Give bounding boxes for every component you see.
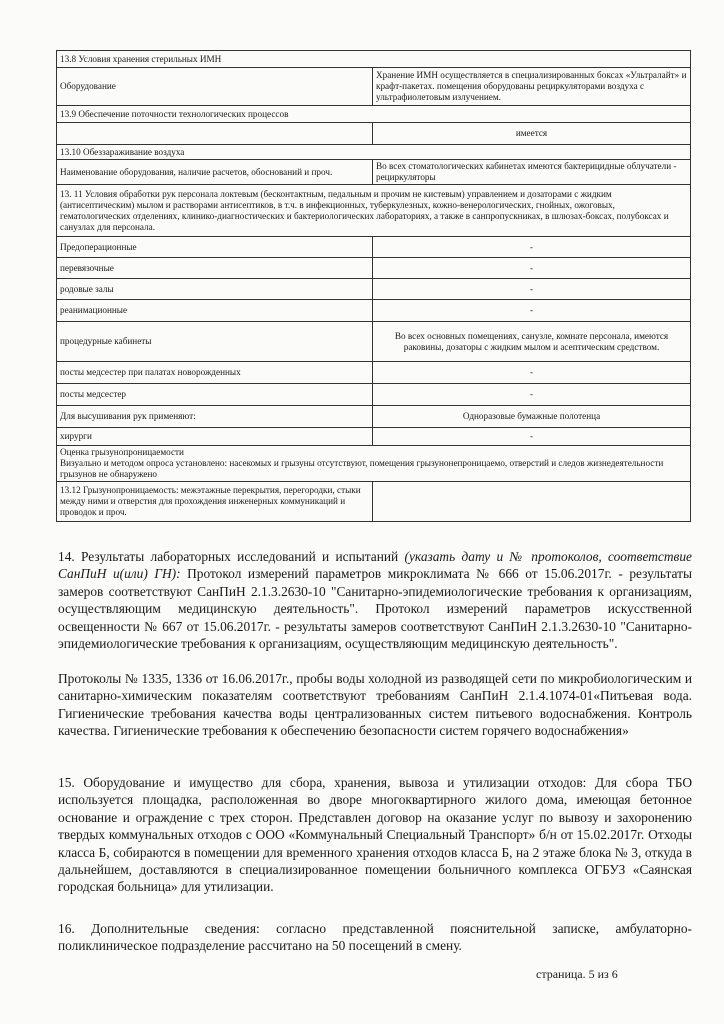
section-13-8-value: Хранение ИМН осуществляется в специализированных боксах «Ультралайт» и крафт-пакетах. помещения оборудованы рециркуляторами воздуха с ультрафиолетовым излучением.	[373, 68, 691, 106]
table-row-value: Во всех основных помещениях, санузле, комнате персонала, имеются раковины, дозаторы с жидким мылом и асептическим средством.	[373, 322, 691, 362]
table-row-label: родовые залы	[57, 279, 373, 300]
section-13-8-header: 13.8 Условия хранения стерильных ИМН	[57, 51, 691, 68]
page-number: страница. 5 из 6	[536, 967, 618, 981]
section-13-10-header: 13.10 Обеззараживание воздуха	[57, 145, 691, 160]
section-13-8-label: Оборудование	[57, 68, 373, 106]
section-13-12-label: 13.12 Грызунопроницаемость: межэтажные перекрытия, перегородки, стыки между ними и отверстия для прохождения инженерных коммуникаций и проводок и проч.	[57, 482, 373, 522]
inspection-table	[56, 50, 691, 522]
table-row-label: реанимационные	[57, 300, 373, 322]
paragraph-14-body: Протокол измерений параметров микроклимата № 666 от 15.06.2017г. - результаты замеров соответствуют СанПиН 2.1.3.2630-10 "Санитарно-эпидемиологические требования к организациям, осуществляющим медицинскую деятельность". Протокол измерений параметров искусственной освещенности № 667 от 15.06.2017г. - результаты замеров соответствуют СанПиН 2.1.3.2630-10 "Санитарно-эпидемиологические требования к организациям, осуществляющим медицинскую деятельность".	[58, 566, 692, 652]
section-13-9-header: 13.9 Обеспечение поточности технологических процессов	[57, 106, 691, 123]
table-row-label: посты медсестер	[57, 384, 373, 406]
rodent-assessment-title: Оценка грызунопроницаемости	[60, 447, 184, 457]
table-row-value: -	[373, 428, 691, 446]
rodent-assessment	[57, 446, 691, 482]
table-row-value: -	[373, 384, 691, 406]
paragraph-15: 15. Оборудование и имущество для сбора, хранения, вывоза и утилизации отходов: Для сбора ТБО используется площадка, расположенная во дворе многоквартирного жилого дома, имеющая бетонное основание и ограждение с трех сторон. Представлен договор на оказание услуг по вывозу и захоронению твердых коммунальных отходов с ООО «Коммунальный Специальный Транспорт» б/н от 15.02.2017г. Отходы класса Б, собираются в помещении для временного хранения отходов класса Б, на 2 этаже блока № 3, откуда в дальнейшем, доставляются в специализированное помещении больничного комплекса ОГБУЗ «Саянская городская больница» для утилизации.	[58, 775, 692, 895]
table-row-value: Одноразовые бумажные полотенца	[373, 406, 691, 428]
table-row-value: -	[373, 258, 691, 279]
table-row-value: -	[373, 300, 691, 322]
paragraph-14-note: (указать дату и № протоколов, соответствие СанПиН и(или) ГН):	[58, 549, 692, 582]
table-row-value: -	[373, 237, 691, 258]
table-row-label: перевязочные	[57, 258, 373, 279]
rodent-assessment-text: Визуально и методом опроса установлено: насекомых и грызуны отсутствуют, помещения грызунонепроницаемо, отверстий и следов жизнедеятельности грызунов не обнаружено	[60, 458, 664, 479]
section-13-9-label	[57, 123, 373, 145]
section-13-9-value: имеется	[373, 123, 691, 145]
paragraph-14-heading: 14. Результаты лабораторных исследований и испытаний	[58, 549, 405, 564]
section-13-11-header: 13. 11 Условия обработки рук персонала локтевым (бесконтактным, педальным и прочим не кистевым) управлением и дозаторами с жидким (антисептическим) мылом и растворами антисептиков, в т.ч. в инфекционных, туберкулезных, кожно-венерологических, гнойных, ожоговых, гематологических отделениях, клинико-диагностических и бактериологических лабораториях, а также в санпропускниках, в шлюзах-боксах, полубоксах и санузлах для персонала.	[57, 185, 691, 237]
section-13-12-value	[373, 482, 691, 522]
table-row-label: посты медсестер при палатах новорожденных	[57, 362, 373, 384]
table-row-label: хирурги	[57, 428, 373, 446]
paragraph-14-protocols: Протоколы № 1335, 1336 от 16.06.2017г., пробы воды холодной из разводящей сети по микробиологическим и санитарно-химическим показателям соответствуют требованиям СанПиН 2.1.4.1074-01«Питьевая вода. Гигиенические требования качества воды централизованных систем питьевого водоснабжения. Контроль качества. Гигиенические требования к обеспечению безопасности систем горячего водоснабжения»	[58, 671, 692, 739]
table-row-value: -	[373, 362, 691, 384]
paragraph-14	[58, 548, 692, 652]
table-row-label: процедурные кабинеты	[57, 322, 373, 362]
table-row-label: Для высушивания рук применяют:	[57, 406, 373, 428]
section-13-10-value: Во всех стоматологических кабинетах имеются бактерицидные облучатели - рециркуляторы	[373, 160, 691, 185]
table-row-value: -	[373, 279, 691, 300]
section-13-10-label: Наименование оборудования, наличие расчетов, обоснований и проч.	[57, 160, 373, 185]
paragraph-16: 16. Дополнительные сведения: согласно представленной пояснительной записке, амбулаторно-поликлиническое подразделение рассчитано на 50 посещений в смену.	[58, 921, 692, 954]
table-row-label: Предоперационные	[57, 237, 373, 258]
